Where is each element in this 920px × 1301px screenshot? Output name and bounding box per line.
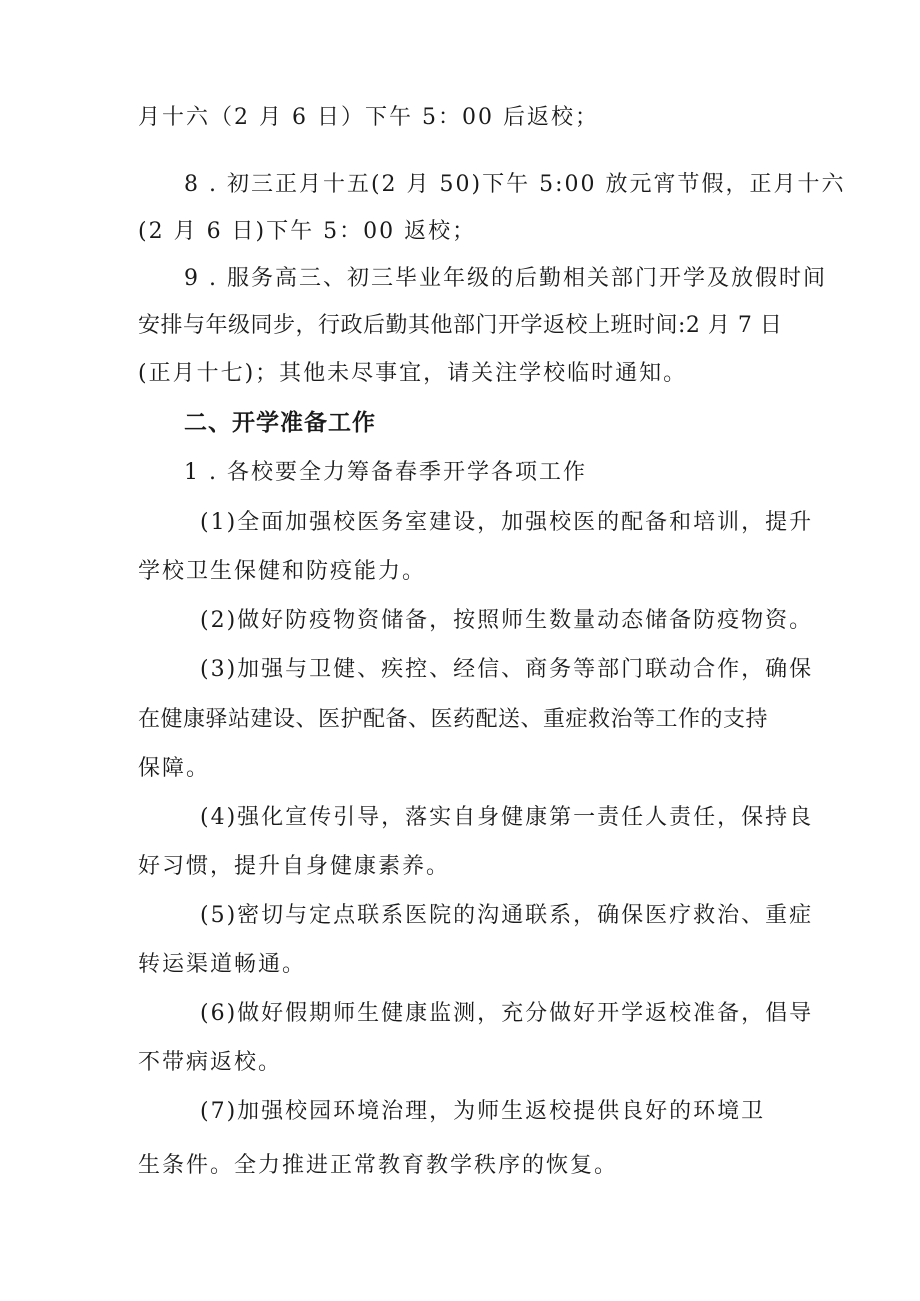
text-line-item-8: 8 . 初三正月十五(2 月 50)下午 5:00 放元宵节假，正月十六 [184, 172, 846, 197]
text-line-point-3-cont-2: 保障。 [138, 756, 211, 781]
text-line-point-4-cont: 好习惯，提升自身健康素养。 [138, 854, 451, 879]
text-line-item-8-cont: (2 月 6 日)下午 5：00 返校； [138, 219, 477, 244]
text-line-point-7: (7)加强校园环境治理，为师生返校提供良好的环境卫 [200, 1099, 766, 1124]
text-line-point-1-cont: 学校卫生保健和防疫能力。 [138, 559, 427, 584]
text-line-point-3-cont-1: 在健康驿站建设、医护配备、医药配送、重症救治等工作的支持 [138, 707, 769, 732]
text-line-point-5: (5)密切与定点联系医院的沟通联系，确保医疗救治、重症 [200, 903, 814, 928]
text-line-subsection-1: 1 . 各校要全力筹备春季开学各项工作 [184, 460, 587, 485]
text-line-item-9-cont-1: 安排与年级同步，行政后勤其他部门开学返校上班时间:2 月 7 日 [138, 313, 783, 338]
text-line-point-6-cont: 不带病返校。 [138, 1050, 283, 1075]
text-line-item-9-cont-2: (正月十七)；其他未尽事宜，请关注学校临时通知。 [138, 361, 688, 386]
text-line-continuation-7: 月十六（2 月 6 日）下午 5：00 后返校； [138, 105, 599, 130]
text-line-point-1: (1)全面加强校医务室建设，加强校医的配备和培训，提升 [200, 510, 814, 535]
section-heading-2: 二、开学准备工作 [184, 410, 376, 436]
text-line-point-6: (6)做好假期师生健康监测，充分做好开学返校准备，倡导 [200, 1001, 814, 1026]
text-line-point-2: (2)做好防疫物资储备，按照师生数量动态储备防疫物资。 [200, 608, 814, 633]
text-line-point-4: (4)强化宣传引导，落实自身健康第一责任人责任，保持良 [200, 805, 814, 830]
text-line-point-7-cont: 生条件。全力推进正常教育教学秩序的恢复。 [138, 1153, 619, 1178]
text-line-point-5-cont: 转运渠道畅通。 [138, 952, 307, 977]
text-line-point-3: (3)加强与卫健、疾控、经信、商务等部门联动合作，确保 [200, 657, 814, 682]
text-line-item-9: 9 . 服务高三、初三毕业年级的后勤相关部门开学及放假时间 [184, 266, 827, 291]
